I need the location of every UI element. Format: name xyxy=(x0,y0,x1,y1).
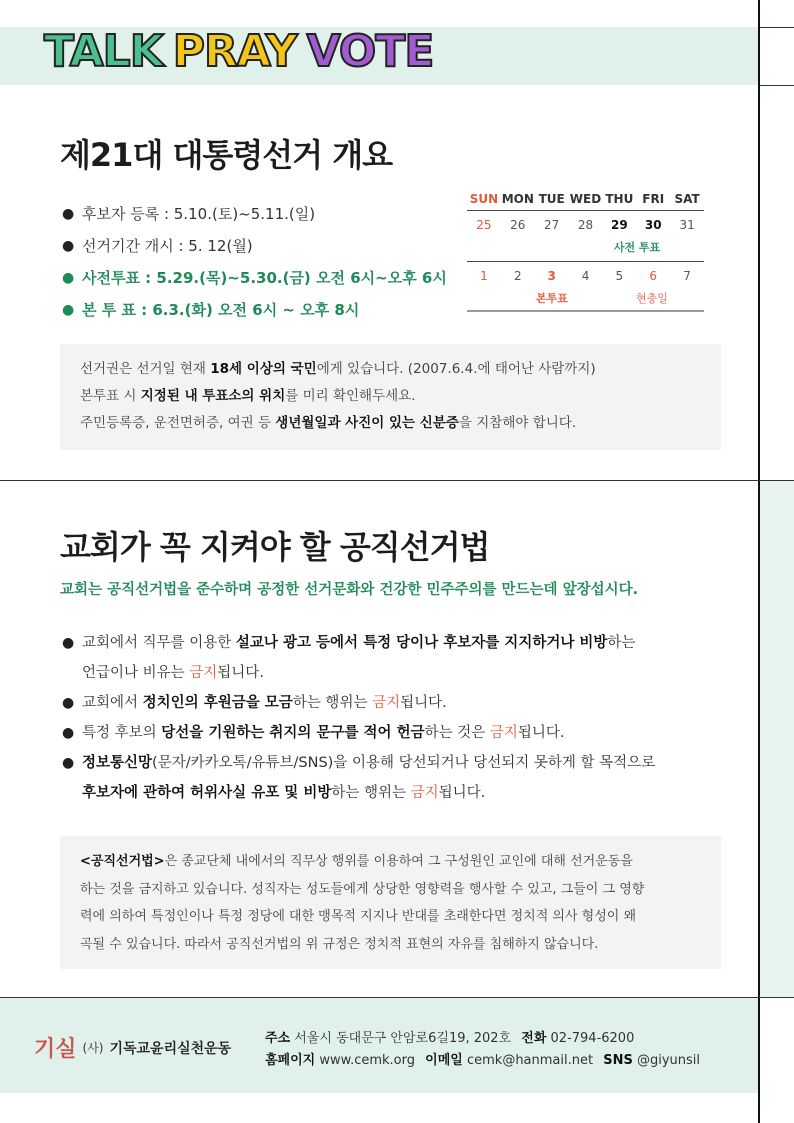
sns-handle[interactable]: @giyunsil xyxy=(636,1053,701,1068)
org-prefix: (사) xyxy=(82,1041,104,1055)
info-line: 본투표 시 지정된 내 투표소의 위치를 미리 확인해두세요. xyxy=(80,388,416,404)
side-mark xyxy=(760,85,794,86)
email-link[interactable]: cemk@hanmail.net xyxy=(466,1053,594,1068)
info-line: <공직선거법>은 종교단체 내에서의 직무상 행위를 이용하여 그 구성원인 교인에 대해 선거운동을 xyxy=(80,854,633,869)
info-line: 력에 의하여 특정인이나 특정 정당에 대한 맹목적 지지나 반대를 초래한다면 정치적 의사 형성이 왜 xyxy=(80,909,637,924)
org-logo-mark: 기실 xyxy=(34,1037,77,1062)
list-item: ● 사전투표 : 5.29.(목)~5.30.(금) 오전 6시~오후 6시 xyxy=(62,269,447,287)
list-item: ● 교회에서 정치인의 후원금을 모금하는 행위는 금지됩니다. xyxy=(62,695,447,711)
cal-date: 25 xyxy=(476,218,492,232)
contact-line: 주소 서울시 동대문구 안암로6길19, 202호 전화 02-794-6200 xyxy=(265,1031,635,1046)
schedule-list xyxy=(60,198,447,326)
cal-day: WED xyxy=(569,192,602,206)
cal-date: 29 xyxy=(611,218,628,232)
cal-day: THU xyxy=(605,192,634,206)
cal-date: 6 xyxy=(649,269,658,283)
section-divider xyxy=(0,480,794,481)
org-name: 기독교윤리실천운동 xyxy=(109,1040,232,1057)
right-tab-area xyxy=(760,480,794,998)
cal-date: 4 xyxy=(581,269,590,283)
section1-title: 제21대 대통령선거 개요 xyxy=(60,136,393,174)
info-line: 선거권은 선거일 현재 18세 이상의 국민에게 있습니다. (2007.6.4.에 태어난 사람까지) xyxy=(80,361,596,377)
cal-day: SAT xyxy=(674,192,700,206)
election-calendar xyxy=(467,188,704,312)
contact-info xyxy=(265,1028,700,1072)
contact-line: 홈페이지 www.cemk.org 이메일 cemk@hanmail.net SNS @giyunsil xyxy=(265,1053,701,1068)
cal-date: 1 xyxy=(480,269,488,283)
list-item: ● 선거기간 개시 : 5. 12(월) xyxy=(62,237,253,255)
logo-talk: TALK xyxy=(44,26,163,77)
list-item: ● 본 투 표 : 6.3.(화) 오전 6시 ~ 오후 8시 xyxy=(62,301,360,319)
memorial-day-label: 현충일 xyxy=(636,292,668,305)
info-line: 하는 것을 금지하고 있습니다. 성직자는 성도들에게 상당한 영향력을 행사할 수 있고, 그들이 그 영향 xyxy=(80,881,645,897)
voter-info-box xyxy=(60,344,721,450)
cal-day: FRI xyxy=(642,192,665,206)
cal-date: 5 xyxy=(615,269,624,283)
side-mark xyxy=(760,27,794,28)
cal-date: 27 xyxy=(544,218,560,232)
cal-day: MON xyxy=(501,192,534,206)
talk-pray-vote-logo xyxy=(44,26,443,77)
info-line: 주민등록증, 운전면허증, 여권 등 생년월일과 사진이 있는 신분증을 지참해야 합니다. xyxy=(80,415,577,431)
cal-date: 2 xyxy=(513,269,522,283)
cal-day: SUN xyxy=(469,192,499,206)
early-vote-label: 사전 투표 xyxy=(613,241,661,254)
vote-day-label: 본투표 xyxy=(536,292,568,305)
section2-subtitle: 교회는 공직선거법을 준수하며 공정한 선거문화와 건강한 민주주의를 만드는데 앞장섭시다. xyxy=(60,582,639,598)
info-line: 곡될 수 있습니다. 따라서 공직선거법의 위 규정은 정치적 표현의 자유를 침해하지 않습니다. xyxy=(80,936,599,952)
cal-date: 30 xyxy=(644,218,662,232)
website-link[interactable]: www.cemk.org xyxy=(319,1053,416,1068)
cal-date: 7 xyxy=(683,269,691,283)
cal-date: 26 xyxy=(510,218,526,232)
logo-vote: VOTE xyxy=(306,26,434,77)
list-item: ● 정보통신망(문자/카카오톡/유튜브/SNS)을 이용해 당선되거나 당선되지 못하게 할 목적으로 후보자에 관하여 허위사실 유포 및 비방하는 행위는 금지됩니다. xyxy=(62,755,656,801)
list-item: ● 후보자 등록 : 5.10.(토)~5.11.(일) xyxy=(62,205,316,223)
cal-date: 3 xyxy=(547,269,556,283)
list-item: ● 특정 후보의 당선을 기원하는 취지의 문구를 적어 헌금하는 것은 금지됩니다. xyxy=(62,725,565,741)
list-item: ● 교회에서 직무를 이용한 설교나 광고 등에서 특정 당이나 후보자를 지지하거나 비방하는 언급이나 비유는 금지됩니다. xyxy=(62,635,636,681)
logo-pray: PRAY xyxy=(172,26,297,77)
section2-title: 교회가 꼭 지켜야 할 공직선거법 xyxy=(60,528,490,566)
cal-day: TUE xyxy=(538,192,565,206)
election-law-box xyxy=(60,836,721,969)
law-list xyxy=(60,628,740,808)
cal-date: 31 xyxy=(679,218,695,232)
cal-date: 28 xyxy=(577,218,594,232)
org-logo xyxy=(34,1032,231,1063)
